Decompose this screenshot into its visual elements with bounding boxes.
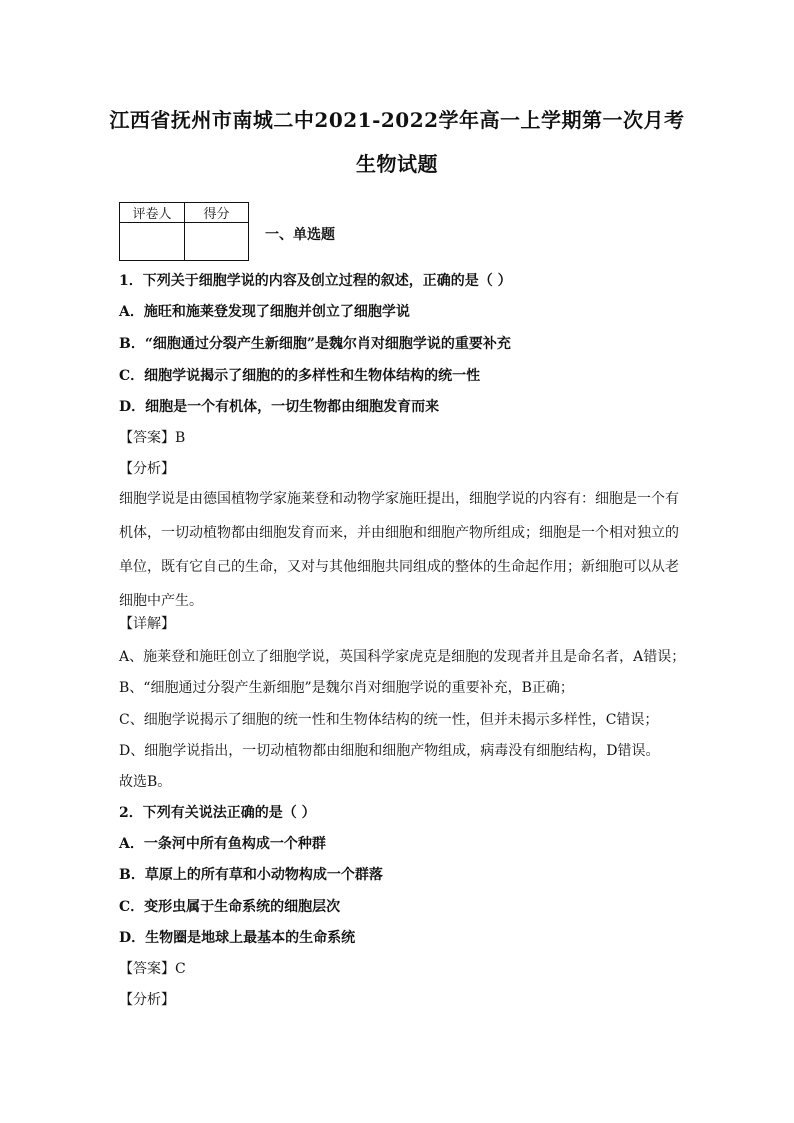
q1-detail-b: B、“细胞通过分裂产生新细胞”是魏尔肖对细胞学说的重要补充，B正确； bbox=[119, 680, 574, 696]
q1-option-c: C．细胞学说揭示了细胞的的多样性和生物体结构的统一性 bbox=[119, 368, 481, 384]
score-table-cell-reviewer bbox=[120, 223, 185, 261]
q1-answer: 【答案】B bbox=[119, 430, 186, 446]
q1-option-d: D．细胞是一个有机体，一切生物都由细胞发育而来 bbox=[119, 399, 440, 415]
q1-option-a: A．施旺和施莱登发现了细胞并创立了细胞学说 bbox=[119, 304, 410, 320]
q1-detail-label: 【详解】 bbox=[119, 616, 175, 632]
q2-analysis-label: 【分析】 bbox=[119, 992, 175, 1008]
q1-analysis-text: 细胞学说是由德国植物学家施莱登和动物学家施旺提出，细胞学说的内容有：细胞是一个有机体，一切动植物都由细胞发育而来，并由细胞和细胞产物所组成；细胞是一个相对独立的单位，既有它自己的生命，又对与其他细胞共同组成的整体的生命起作用；新细胞可以从老细胞中产生。 bbox=[119, 491, 679, 609]
q1-analysis-label: 【分析】 bbox=[119, 461, 175, 477]
q1-conclusion: 故选B。 bbox=[119, 774, 172, 790]
q1-detail-d: D、细胞学说指出，一切动植物都由细胞和细胞产物组成，病毒没有细胞结构，D错误。 bbox=[119, 743, 660, 759]
score-table-header-reviewer: 评卷人 bbox=[120, 203, 185, 223]
document-subtitle: 生物试题 bbox=[356, 152, 438, 176]
section-title: 一、单选题 bbox=[265, 227, 335, 243]
q1-stem: 1．下列关于细胞学说的内容及创立过程的叙述，正确的是（ ） bbox=[119, 273, 512, 289]
score-table-header-score: 得分 bbox=[185, 203, 249, 223]
q2-stem: 2．下列有关说法正确的是（ ） bbox=[119, 805, 316, 821]
q1-detail-c: C、细胞学说揭示了细胞的统一性和生物体结构的统一性，但并未揭示多样性，C错误； bbox=[119, 712, 659, 728]
q2-option-a: A．一条河中所有鱼构成一个种群 bbox=[119, 836, 326, 852]
q2-answer: 【答案】C bbox=[119, 961, 186, 977]
q2-option-c: C．变形虫属于生命系统的细胞层次 bbox=[119, 899, 341, 915]
score-table bbox=[119, 202, 249, 261]
q1-detail-a: A、施莱登和施旺创立了细胞学说，英国科学家虎克是细胞的发现者并且是命名者，A错误； bbox=[119, 649, 686, 665]
score-table-cell-score bbox=[185, 223, 249, 261]
q1-option-b: B．“细胞通过分裂产生新细胞”是魏尔肖对细胞学说的重要补充 bbox=[119, 336, 511, 352]
q2-option-d: D．生物圈是地球上最基本的生命系统 bbox=[119, 930, 356, 946]
q2-option-b: B．草原上的所有草和小动物构成一个群落 bbox=[119, 867, 383, 883]
document-title: 江西省抚州市南城二中2021-2022学年高一上学期第一次月考 bbox=[109, 108, 685, 132]
